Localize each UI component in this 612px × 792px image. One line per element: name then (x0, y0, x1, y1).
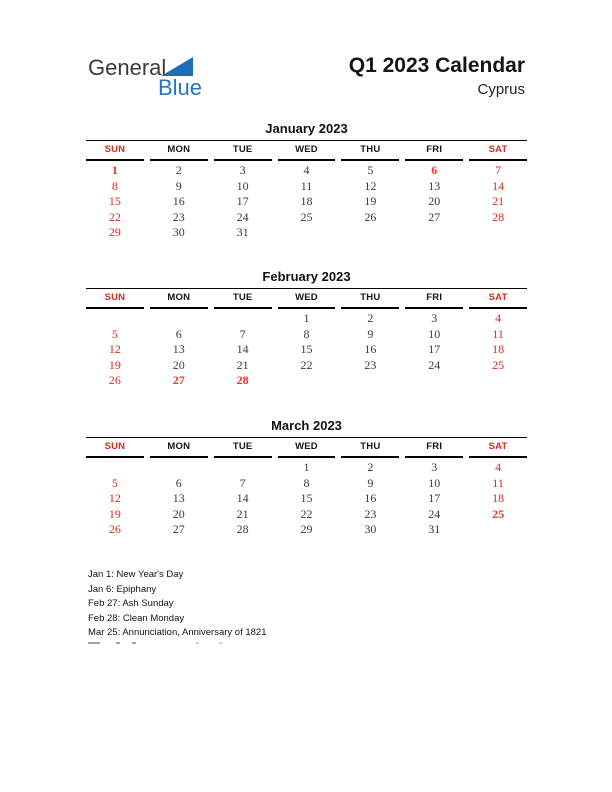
month-title: March 2023 (271, 418, 342, 433)
holidays-list (88, 568, 267, 641)
day-cell: 12 (108, 491, 121, 505)
weekday-header-tue: TUE (214, 438, 272, 458)
weekday-header-sat: SAT (469, 141, 527, 161)
day-cell: 19 (108, 506, 121, 521)
day-cell: 11 (492, 475, 504, 490)
day-cell: 12 (108, 342, 121, 356)
month-grid (86, 288, 527, 389)
day-cell: 16 (364, 342, 377, 356)
day-cell: 7 (239, 475, 246, 490)
day-cell: 23 (364, 506, 377, 521)
empty-cell (469, 522, 527, 538)
empty-cell (86, 309, 144, 327)
empty-cell (469, 225, 527, 241)
day-cell: 4 (495, 311, 502, 325)
weekday-header-mon: MON (150, 289, 208, 309)
empty-cell (86, 458, 144, 476)
weekday-header-wed: WED (278, 141, 336, 161)
day-cell: 4 (495, 460, 502, 474)
page-title: Q1 2023 Calendar (348, 54, 525, 77)
day-cell: 18 (300, 194, 313, 208)
weekday-header-fri: FRI (405, 141, 463, 161)
day-cell: 20 (172, 357, 185, 372)
day-cell: 21 (236, 506, 249, 521)
day-cell: 2 (367, 311, 374, 325)
day-cell: 31 (236, 225, 249, 239)
weekday-header-sun: SUN (86, 438, 144, 458)
holiday-entry: Feb 27: Ash Sunday (88, 598, 174, 609)
day-cell: 6 (175, 326, 182, 341)
day-cell: 13 (428, 178, 441, 193)
day-cell: 1 (111, 163, 118, 177)
day-cell: 25 (300, 209, 313, 224)
day-cell: 22 (300, 506, 313, 521)
weekday-header-mon: MON (150, 141, 208, 161)
empty-cell (405, 225, 463, 241)
day-cell: 15 (300, 491, 313, 505)
day-cell: 7 (495, 163, 502, 177)
day-cell: 16 (364, 491, 377, 505)
day-cell: 5 (111, 475, 118, 490)
empty-cell (278, 373, 336, 389)
day-cell: 11 (300, 178, 313, 193)
month-february (86, 269, 527, 389)
day-cell: 23 (172, 209, 185, 224)
holiday-entry: Jan 6: Epiphany (88, 583, 157, 595)
weekday-header-thu: THU (341, 141, 399, 161)
day-cell: 14 (236, 342, 249, 356)
day-cell: 2 (367, 460, 374, 474)
logo-word-general: General (88, 55, 167, 80)
weekday-header-tue: TUE (214, 141, 272, 161)
holiday-entry: Jan 1: New Year's Day (88, 569, 184, 580)
weekday-header-thu: THU (341, 289, 399, 309)
month-grid (86, 140, 527, 241)
day-cell: 21 (492, 194, 505, 208)
day-cell: 7 (239, 326, 246, 341)
weekday-header-mon: MON (150, 438, 208, 458)
day-cell: 9 (175, 178, 182, 193)
day-cell: 13 (172, 491, 185, 505)
day-cell: 3 (239, 163, 246, 177)
weekday-header-fri: FRI (405, 438, 463, 458)
weekday-header-tue: TUE (214, 289, 272, 309)
day-cell: 8 (111, 178, 118, 193)
weekday-header-sun: SUN (86, 289, 144, 309)
day-cell: 29 (300, 522, 313, 536)
day-cell: 18 (492, 491, 505, 505)
empty-cell (278, 225, 336, 241)
day-cell: 26 (108, 522, 121, 536)
day-cell: 19 (364, 194, 377, 208)
empty-cell (405, 373, 463, 389)
day-cell: 16 (172, 194, 185, 208)
day-cell: 31 (428, 522, 441, 536)
day-cell: 2 (175, 163, 182, 177)
day-cell: 1 (303, 460, 310, 474)
day-cell: 12 (364, 178, 377, 193)
day-cell: 27 (428, 209, 441, 224)
day-cell: 20 (428, 194, 441, 208)
day-cell: 27 (172, 522, 185, 536)
day-cell: 1 (303, 311, 310, 325)
day-cell: 30 (364, 522, 377, 536)
month-march (86, 418, 527, 538)
day-cell: 19 (108, 357, 121, 372)
day-cell: 8 (303, 475, 310, 490)
day-cell: 4 (303, 163, 310, 177)
page-subtitle: Cyprus (477, 81, 525, 98)
empty-cell (150, 458, 208, 476)
empty-cell (214, 458, 272, 476)
day-cell: 24 (428, 506, 441, 521)
empty-cell (341, 373, 399, 389)
weekday-header-wed: WED (278, 438, 336, 458)
header-title-block (349, 54, 525, 100)
general-blue-logo (88, 53, 208, 101)
day-cell: 26 (108, 373, 121, 387)
day-cell: 5 (367, 163, 374, 177)
day-cell: 21 (236, 357, 249, 372)
day-cell: 28 (236, 373, 249, 387)
weekday-header-sat: SAT (469, 438, 527, 458)
month-grid (86, 437, 527, 538)
day-cell: 17 (428, 491, 441, 505)
day-cell: 13 (172, 342, 185, 356)
weekday-header-wed: WED (278, 289, 336, 309)
day-cell: 25 (492, 506, 505, 521)
day-cell: 29 (108, 225, 121, 239)
day-cell: 11 (492, 326, 504, 341)
day-cell: 9 (367, 326, 374, 341)
day-cell: 8 (303, 326, 310, 341)
day-cell: 30 (172, 225, 185, 239)
day-cell: 17 (236, 194, 249, 208)
logo-word-blue: Blue (158, 75, 203, 100)
month-title: February 2023 (262, 269, 351, 284)
weekday-header-sat: SAT (469, 289, 527, 309)
day-cell: 28 (236, 522, 249, 536)
day-cell: 22 (108, 209, 121, 224)
day-cell: 3 (431, 460, 438, 474)
day-cell: 9 (367, 475, 374, 490)
weekday-header-sun: SUN (86, 141, 144, 161)
day-cell: 18 (492, 342, 505, 356)
empty-cell (341, 225, 399, 241)
empty-cell (469, 373, 527, 389)
weekday-header-fri: FRI (405, 289, 463, 309)
day-cell: 23 (364, 357, 377, 372)
day-cell: 27 (172, 373, 185, 387)
month-title: January 2023 (265, 121, 348, 136)
day-cell: 17 (428, 342, 441, 356)
day-cell: 6 (175, 475, 182, 490)
day-cell: 15 (300, 342, 313, 356)
day-cell: 10 (428, 326, 441, 341)
day-cell: 15 (108, 194, 121, 208)
empty-cell (214, 309, 272, 327)
day-cell: 22 (300, 357, 313, 372)
day-cell: 10 (428, 475, 441, 490)
holiday-entry: Mar 25: Annunciation, Anniversary of 1821 (88, 627, 267, 638)
day-cell: 28 (492, 209, 505, 224)
empty-cell (150, 309, 208, 327)
day-cell: 20 (172, 506, 185, 521)
day-cell: 3 (431, 311, 438, 325)
day-cell: 25 (492, 357, 505, 372)
day-cell: 24 (428, 357, 441, 372)
day-cell: 14 (492, 178, 505, 193)
day-cell: 24 (236, 209, 249, 224)
day-cell: 5 (111, 326, 118, 341)
weekday-header-thu: THU (341, 438, 399, 458)
month-january (86, 121, 527, 241)
day-cell: 10 (236, 178, 249, 193)
holiday-entry: Feb 28: Clean Monday (88, 612, 185, 624)
clipped-text-remnant (88, 642, 328, 645)
day-cell: 14 (236, 491, 249, 505)
day-cell: 6 (431, 163, 438, 177)
day-cell: 26 (364, 209, 377, 224)
